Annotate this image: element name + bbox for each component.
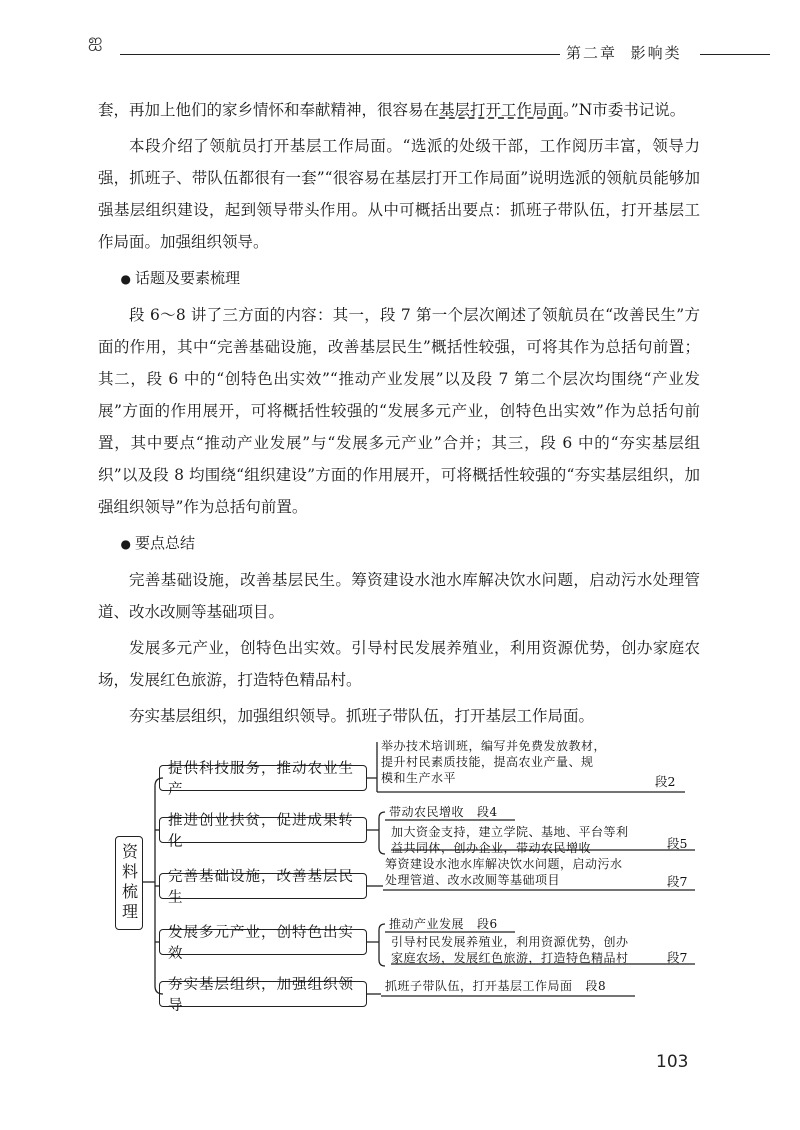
branch-4-ref: 段7 xyxy=(667,950,688,965)
heading-summary xyxy=(98,527,700,560)
branch-3-ref: 段7 xyxy=(667,874,688,889)
branch-4-box: 发展多元产业，创特色出实效 xyxy=(159,929,367,955)
branch-1-box: 提供科技服务，推动农业生产 xyxy=(159,765,367,791)
paragraph-2: 本段介绍了领航员打开基层工作局面。“选派的处级干部，工作阅历丰富，领导力强，抓班子、带队伍都很有一套”“很容易在基层打开工作局面”说明选派的领航员能够加强基层组织建设，起到领导带头作用。从中可概括出要点：抓班子带队伍，打开基层工作局面。加强组织领导。 xyxy=(98,137,700,251)
branch-2-box: 推进创业扶贫，促进成果转化 xyxy=(159,817,367,843)
branch-1-note-line-2: 提升村民素质技能，提高农业产量、规 xyxy=(381,755,594,769)
section-label: 影响类 xyxy=(630,44,682,62)
branch-1-note-line-1: 举办技术培训班，编写并免费发放教材， xyxy=(381,739,607,753)
header-rule-right xyxy=(700,54,770,55)
chapter-title xyxy=(566,42,682,63)
branch-2-sub xyxy=(389,804,498,820)
branch-3-note-line-2: 处理管道、改水改厕等基础项目 xyxy=(385,873,561,887)
branch-4-note-line-2: 家庭农场，发展红色旅游，打造特色精品村 xyxy=(391,951,629,965)
material-mindmap xyxy=(95,720,715,1020)
brace-4 xyxy=(367,924,385,966)
branch-2-note-line-1: 加大资金支持，建立学院、基地、平台等利 xyxy=(391,825,629,839)
p1-suffix: 。”N市委书记说。 xyxy=(563,101,686,119)
branch-3-note-line-1: 筹资建设水池水库解决饮水问题，启动污水 xyxy=(385,857,623,871)
paragraph-3: 段 6～8 讲了三方面的内容：其一，段 7 第一个层次阐述了领航员在“改善民生”方面的作用，其中“完善基础设施，改善基层民生”概括性较强，可将其作为总括句前置；其二，段 6 中的“创特色出实效”“推动产业发展”以及段 7 第二个层次均围绕“产业发展”方面的作用展开，可将概括性较强的“发展多元产业，创特色出实效”作为总括句前置，其中要点“推动产业发展”与“发展多元产业”合并；其三，段 6 中的“夯实基层组织”以及段 8 均围绕“组织建设”方面的作用展开，可将概括性较强的“夯实基层组织，加强组织领导”作为总括句前置。 xyxy=(98,306,700,516)
branch-4-sub-ref: 段6 xyxy=(476,917,498,931)
paragraph-1 xyxy=(98,94,700,126)
leaf-icon: ஐ xyxy=(88,30,103,51)
paragraph-5: 发展多元产业，创特色出实效。引导村民发展养殖业，利用资源优势，创办家庭农场，发展红色旅游，打造特色精品村。 xyxy=(98,639,700,689)
brace-1 xyxy=(367,742,377,792)
p1-dashed-phrase: 基层打开工作局面 xyxy=(439,101,564,119)
page-number: 103 xyxy=(656,1052,689,1072)
branch-4-note xyxy=(391,934,629,966)
branch-3-box: 完善基础设施，改善基层民生 xyxy=(159,873,367,899)
heading-summary-label: 要点总结 xyxy=(134,534,195,552)
branch-1-note-line-3: 模和生产水平 xyxy=(381,771,457,785)
bullet-icon: ● xyxy=(120,537,131,551)
paragraph-6: 夯实基层组织，加强组织领导。抓班子带队伍，打开基层工作局面。 xyxy=(129,707,595,725)
branch-2-note-line-2: 益共同体，创办企业，带动农民增收 xyxy=(391,841,592,855)
mindmap-root: 资料梳理 xyxy=(115,836,143,930)
branch-2-note xyxy=(391,824,629,856)
header-rule-left xyxy=(120,54,560,55)
branch-1-ref: 段2 xyxy=(655,774,676,789)
heading-topic-label: 话题及要素梳理 xyxy=(134,269,240,287)
branch-5-note xyxy=(385,978,606,994)
branch-2-ref: 段5 xyxy=(667,836,688,851)
branch-4-note-line-1: 引导村民发展养殖业，利用资源优势，创办 xyxy=(391,935,629,949)
body-text xyxy=(98,94,700,736)
chapter-label: 第二章 xyxy=(566,44,618,62)
p1-prefix: 套，再加上他们的家乡情怀和奉献精神，很容易在 xyxy=(98,101,440,119)
branch-3-note xyxy=(385,856,623,888)
branch-5-note-line-1: 抓班子带队伍，打开基层工作局面 xyxy=(385,979,573,993)
paragraph-4: 完善基础设施，改善基层民生。筹资建设水池水库解决饮水问题，启动污水处理管道、改水改厕等基础项目。 xyxy=(98,571,700,621)
heading-topic xyxy=(98,262,700,295)
branch-1-note xyxy=(381,738,606,786)
branch-4-sub-label: 推动产业发展 xyxy=(389,917,465,931)
branch-2-sub-ref: 段4 xyxy=(476,805,498,819)
branch-5-box: 夯实基层组织，加强组织领导 xyxy=(159,981,367,1007)
bullet-icon: ● xyxy=(120,272,131,286)
branch-4-sub xyxy=(389,916,498,932)
branch-5-ref: 段8 xyxy=(585,979,607,993)
brace-2 xyxy=(367,812,385,854)
page-header xyxy=(0,0,800,80)
branch-2-sub-label: 带动农民增收 xyxy=(389,805,465,819)
